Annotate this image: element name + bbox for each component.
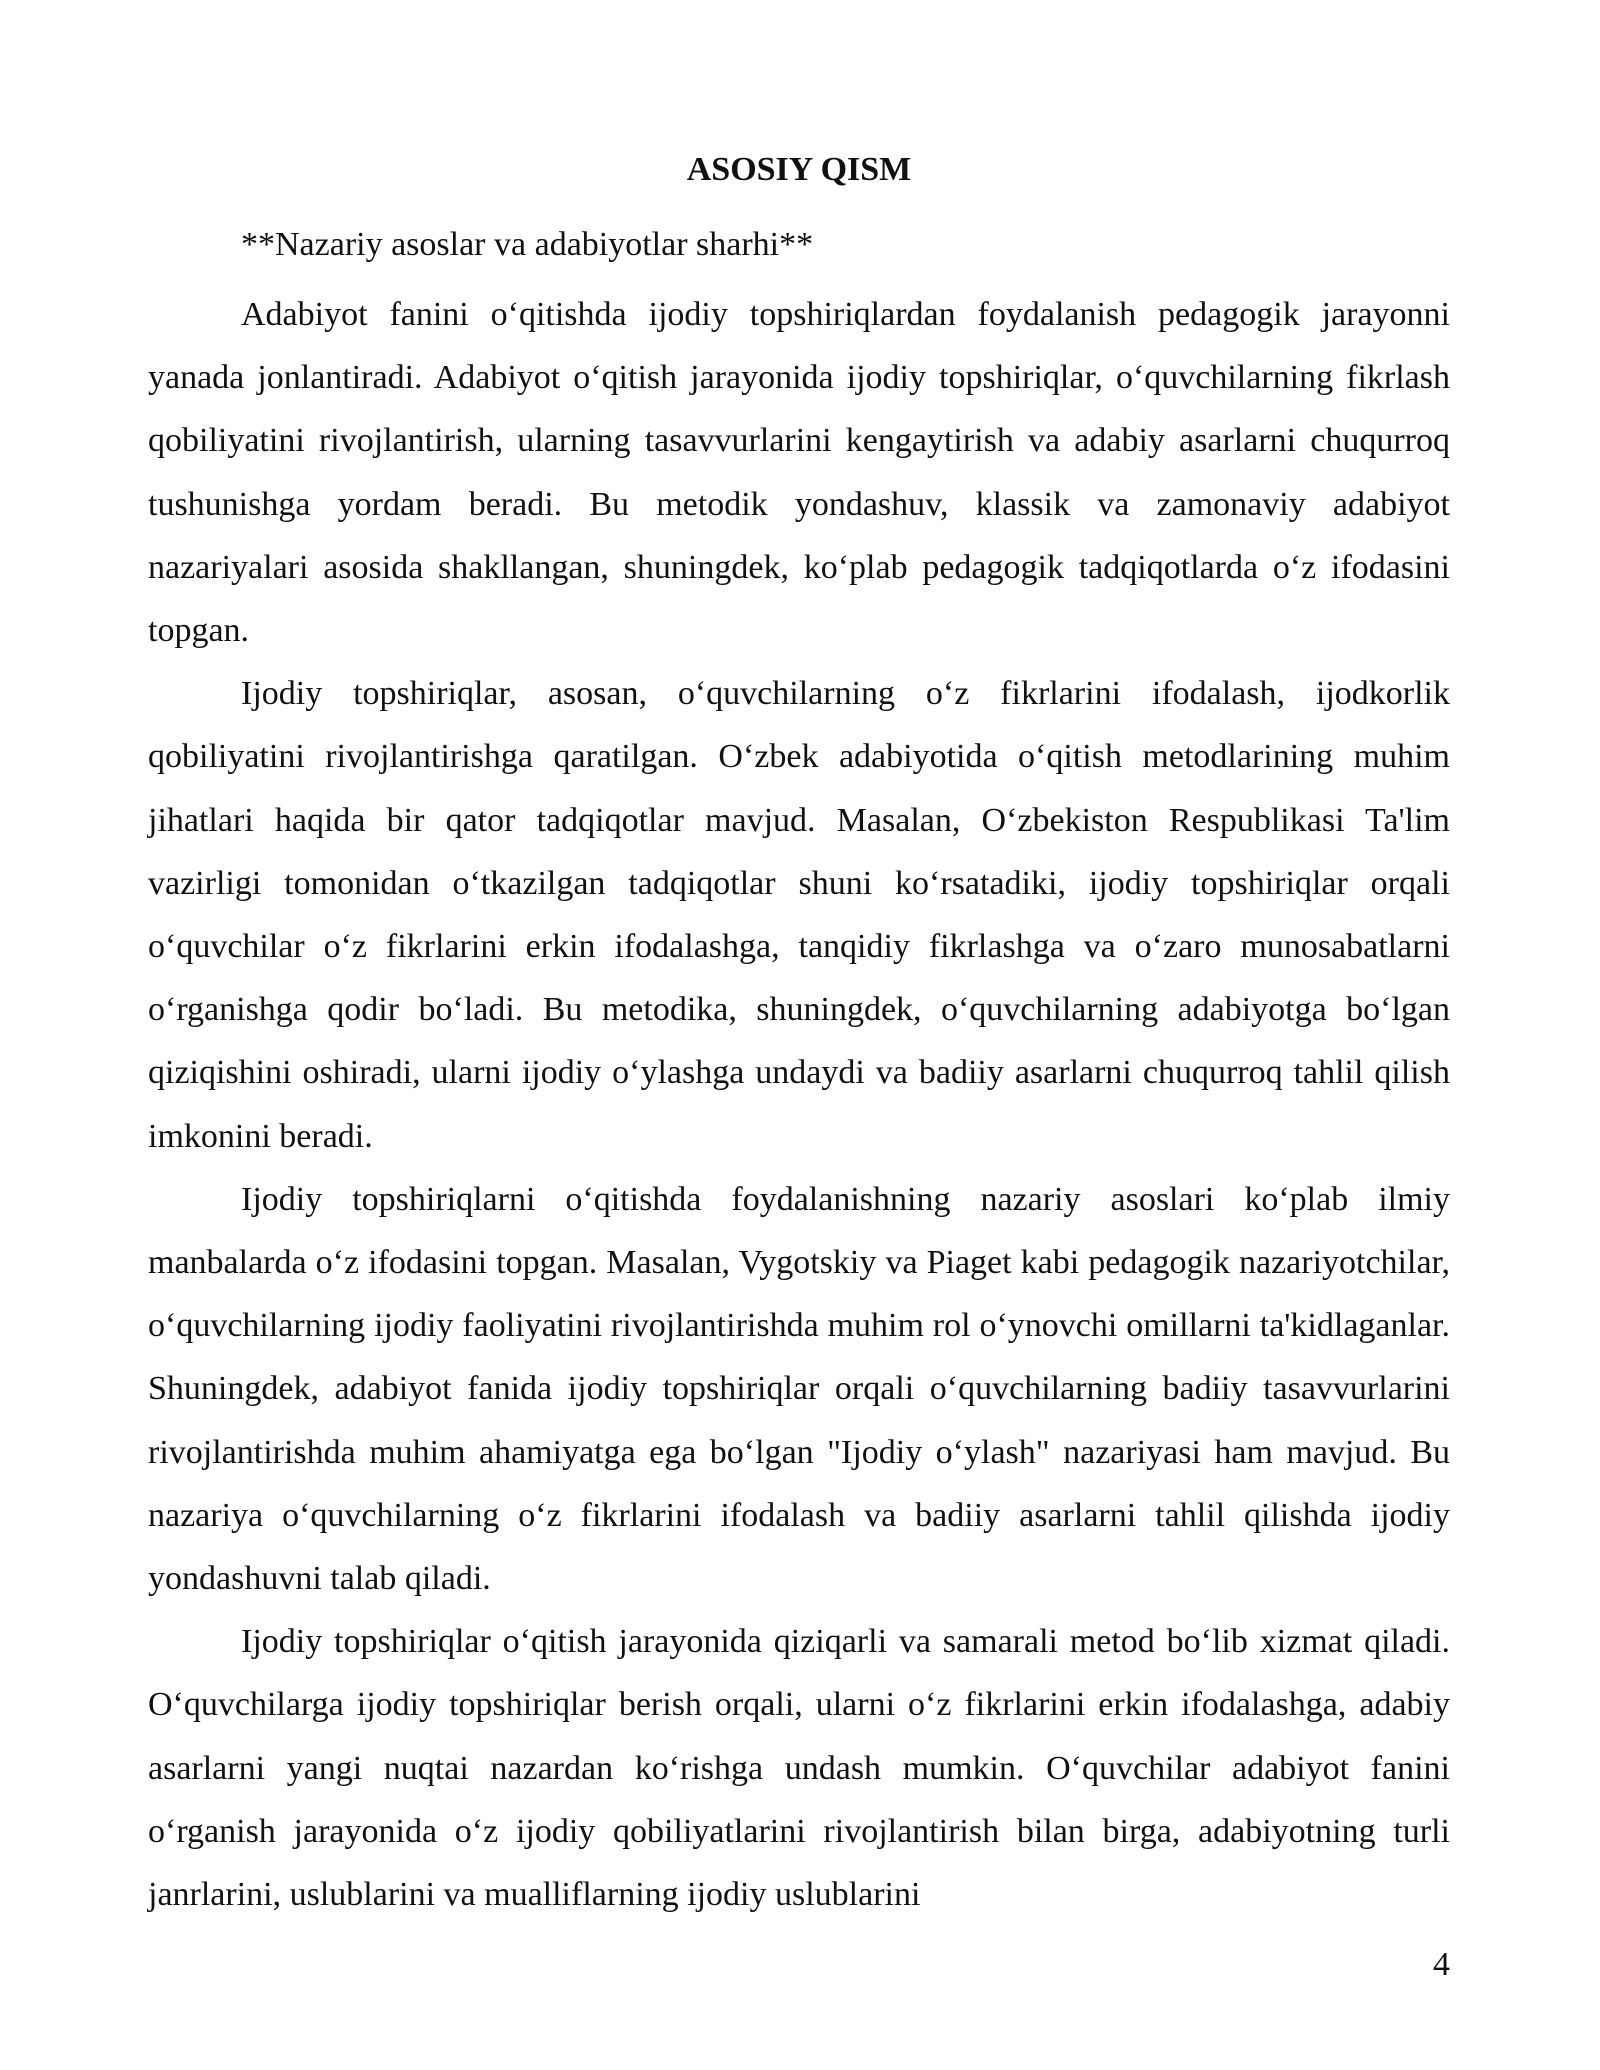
paragraph-2: Ijodiy topshiriqlar, asosan, o‘quvchilarning o‘z fikrlarini ifodalash, ijodkorlik qobiliyatini rivojlantirishga qaratilgan. O‘zbek adabiyotida o‘qitish metodlarining muhim jihatlari haqida bir qator tadqiqotlar mavjud. Masalan, O‘zbekiston Respublikasi Ta'lim vazirligi tomonidan o‘tkazilgan tadqiqotlar shuni ko‘rsatadiki, ijodiy topshiriqlar orqali o‘quvchilar o‘z fikrlarini erkin ifodalashga, tanqidiy fikrlashga va o‘zaro munosabatlarni o‘rganishga qodir bo‘ladi. Bu metodika, shuningdek, o‘quvchilarning adabiyotga bo‘lgan qiziqishini oshiradi, ularni ijodiy o‘ylashga undaydi va badiiy asarlarni chuqurroq tahlil qilish imkonini beradi. [148,675,1450,1155]
page-number: 4 [1433,1946,1450,1983]
paragraph-1: Adabiyot fanini o‘qitishda ijodiy topshiriqlardan foydalanish pedagogik jarayonni yanada jonlantiradi. Adabiyot o‘qitish jarayonida ijodiy topshiriqlar, o‘quvchilarning fikrlash qobiliyatini rivojlantirish, ularning tasavvurlarini kengaytirish va adabiy asarlarni chuqurroq tushunishga yordam beradi. Bu metodik yondashuv, klassik va zamonaviy adabiyot nazariyalari asosida shakllangan, shuningdek, ko‘plab pedagogik tadqiqotlarda o‘z ifodasini topgan. [148,296,1450,650]
document-page [148,0,1450,2070]
section-title: ASOSIY QISM [686,151,912,188]
section-subtitle: **Nazariy asoslar va adabiyotlar sharhi** [241,226,814,263]
body-text [148,283,1450,1926]
paragraph-3: Ijodiy topshiriqlarni o‘qitishda foydalanishning nazariy asoslari ko‘plab ilmiy manbalarda o‘z ifodasini topgan. Masalan, Vygotskiy va Piaget kabi pedagogik nazariyotchilar, o‘quvchilarning ijodiy faoliyatini rivojlantirishda muhim rol o‘ynovchi omillarni ta'kidlaganlar. Shuningdek, adabiyot fanida ijodiy topshiriqlar orqali o‘quvchilarning badiiy tasavvurlarini rivojlantirishda muhim ahamiyatga ega bo‘lgan "Ijodiy o‘ylash" nazariyasi ham mavjud. Bu nazariya o‘quvchilarning o‘z fikrlarini ifodalash va badiiy asarlarni tahlil qilishda ijodiy yondashuvni talab qiladi. [148,1180,1450,1598]
paragraph-4: Ijodiy topshiriqlar o‘qitish jarayonida qiziqarli va samarali metod bo‘lib xizmat qiladi. O‘quvchilarga ijodiy topshiriqlar berish orqali, ularni o‘z fikrlarini erkin ifodalashga, adabiy asarlarni yangi nuqtai nazardan ko‘rishga undash mumkin. O‘quvchilar adabiyot fanini o‘rganish jarayonida o‘z ijodiy qobiliyatlarini rivojlantirish bilan birga, adabiyotning turli janrlarini, uslublarini va mualliflarning ijodiy uslublarini [148,1623,1450,1914]
